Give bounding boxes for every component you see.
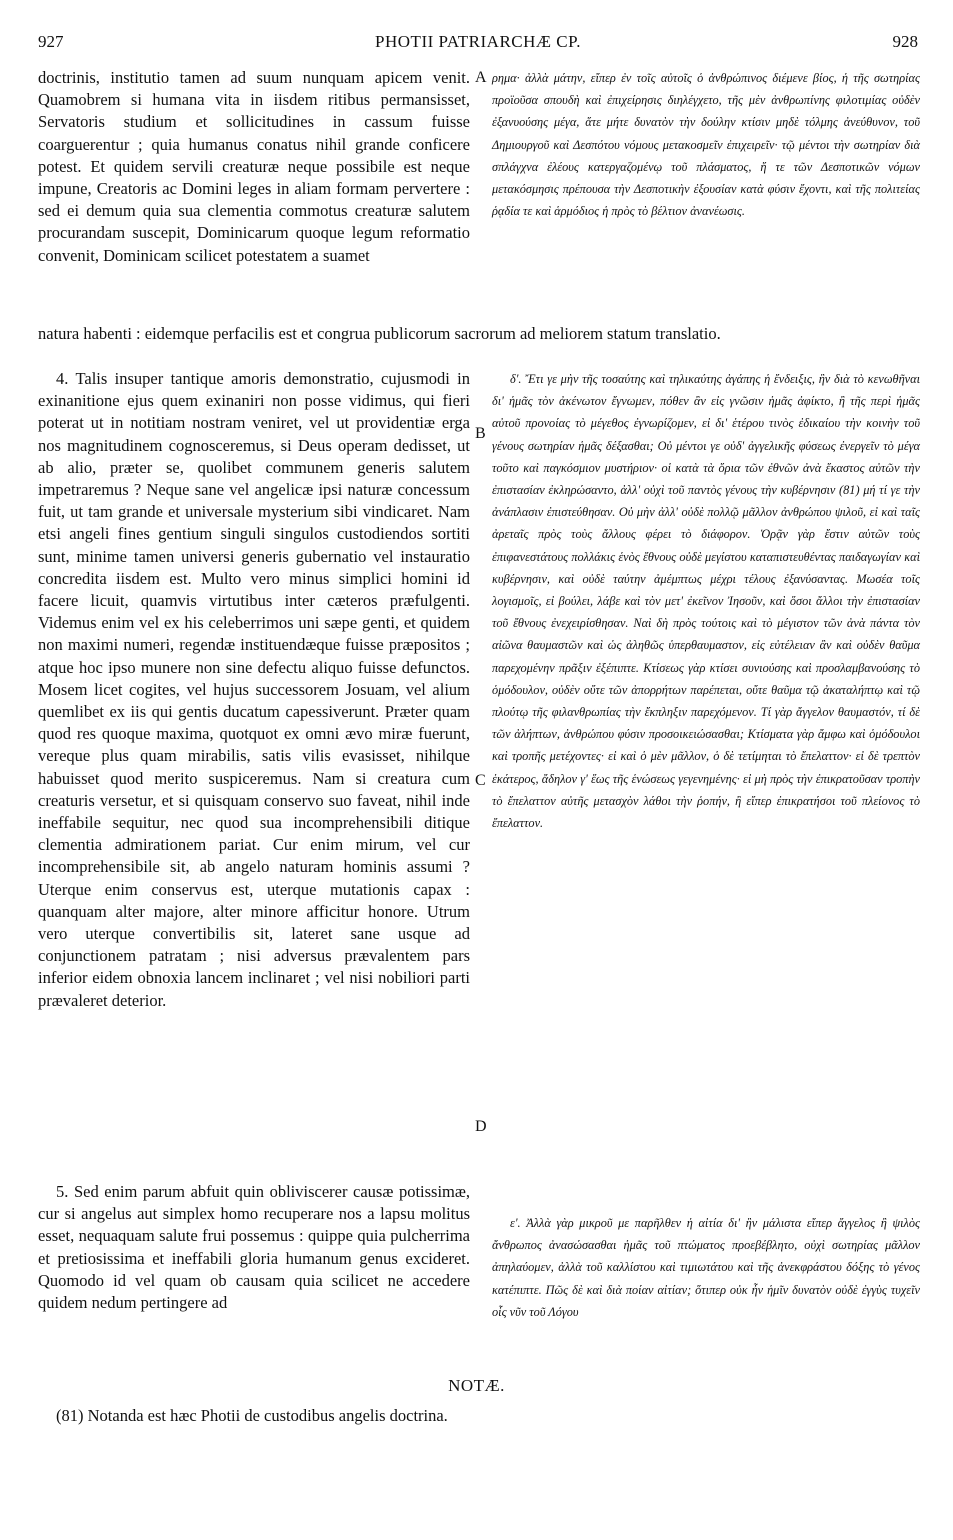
- latin-text-block-1: doctrinis, institutio tamen ad suum nunquam apicem venit. Quamobrem si humana vita in iisdem ritibus permansisset, Servatoris studium et sollicitudines in cassum fuisse coarguerentur ; quia humanus conatus nihil grande conficere potest. Et quidem servili creaturæ neque possibile est neque impune, Creatoris ac Domini leges in aliam formam pervertere : sed ei demum quia sua clementia commotus creaturæ salutem procurandam suscepit, Dominicarum quoque legum reformatio convenit, Dominicam scilicet potestatem a suamet: [38, 68, 470, 265]
- greek-column-bottom: [492, 1212, 920, 1323]
- latin-full-width-text: natura habenti : eidemque perfacilis est et congrua publicorum sacrorum ad meliorem statum translatio.: [38, 324, 721, 343]
- latin-paragraph-4: 4. Talis insuper tantique amoris demonstratio, cujusmodi in exinanitione ejus quem exinaniri non posse vidimus, qui fieri poterat ut in notitiam nostram veniret, vel ut providentiæ erga nos magnitudinem cognosceremus, si Deus operam dedisset, ut ab alio, præter se, quolibet communem generis salutem impetraremus ? Neque sane vel angelicæ ipsi naturæ concessum fuit, ut tam grande et universale mysterium sibi vindicaret. Nam etsi angeli fines gentium singuli singulos custodiendos sortiti sunt, minime tamen universi generis gubernatio vel instauratio concredita iisdem est. Multo vero minus simplici homini id facere licuit, quamvis virtutibus inter cæteros præfulgenti. Videmus enim vel ex his celeberrimos uni sæpe genti, et quidem non maximi numeri, regendæ instituendæque fuisse præpositos ; atque hoc ipso munere non sine defectu aliquo fuisse defunctos. Mosem licet cogites, vel hujus successorem Josuam, vel alium quemlibet ex iis qui gentis ducatum capessiverunt. Præter quam quod res quoque maxima, quotquot ex omni ævo miræ fuerunt, vereque plus quam mirabilis, satis vilis evasisset, nihilque habuisset quod merito suspiceremus. Nam si creatura cum creaturis versetur, et si quisquam conservo suo faveat, nihil inde ineffabile sequitur, nec quod sua incomprehensibili ditique clementia admirationem pariat. Cur enim mirum, vel cur incomprehensibile sit, ab angelo naturam hominis assumi ? Uterque enim conservus est, uterque mutationis capax : quanquam alter majore, alter minore afficitur honore. Utrum vero uterque convertibilis sit, lateret sane usque ad conjunctionem patratam ; nisi adversus prævalentem pars inferior eidem obnoxia lancem inclinaret ; vel nisi nobiliori parti prævaleret deterior.: [38, 369, 470, 1010]
- margin-letter-b: B: [475, 425, 486, 442]
- latin-column-middle: [38, 368, 470, 1012]
- greek-paragraph-5: εʹ. Ἀλλὰ γὰρ μικροῦ με παρῆλθεν ἡ αἰτία δι' ἣν μάλιστα εἴπερ ἄγγελος ἢ ψιλὸς ἄνθρωπος ἀνασώσασθαι ἡμᾶς τοῦ πτώματος προεβέβλητο, οὐχὶ σωτηρίας μᾶλλον ἀπηλαύομεν, ἀλλὰ τοῦ καλλίστου καὶ τιμιωτάτου καὶ τῆς ἀνεκφράστου δόξης τὸ γένος κατέπιπτε. Πῶς δὲ καὶ διὰ ποίαν αἰτίαν; ὅτιπερ οὐκ ἦν ἡμῖν δυνατὸν οὐδὲ ἐγγὺς τυχεῖν οἷς νῦν τοῦ Λόγου: [492, 1216, 920, 1319]
- page-number-left: 927: [38, 32, 64, 51]
- running-header: [38, 32, 918, 58]
- full-width-line: [38, 323, 918, 345]
- greek-paragraph-4: δʹ. Ἔτι γε μὴν τῆς τοσαύτης καὶ τηλικαύτης ἀγάπης ἡ ἔνδειξις, ἣν διὰ τὸ κενωθῆναι δι' ἡμᾶς τὸν ἀκένωτον ἔγνωμεν, πόθεν ἂν εἰς γνῶσιν ἡμᾶς ἀφίκτο, ἢ τῆς περὶ ἡμᾶς αὐτοῦ προνοίας τὸ μέγεθος ἐγνωρίζομεν, εἰ δι' ἑτέρου τινὸς ἐδικαίου τὴν κοινὴν τοῦ γένους σωτηρίαν ἡμᾶς δέξασθαι; Οὐ μέντοι γε οὐδ' ἀγγελικῆς φύσεως ἐνεργεῖν τὸ μέγα τοῦτο καὶ παγκόσμιον μυστήριον· οἱ κατὰ τὰ ὅρια τῶν ἐθνῶν ἀνὰ ἕκαστος αὐτῶν τὴν ἐπιστασίαν ἐκληρώσαντο, ἀλλ' οὐχὶ τοῦ παντὸς γένους τὴν κυβέρνησιν (81) μή τί γε τὴν ἀνάπλασιν ἐπιστεύθησαν. Οὐ μὴν ἀλλ' οὐδὲ πολλῷ μᾶλλον ἀνθρώπου ψιλοῦ, εἰ καὶ ταῖς ἀρεταῖς πρὸς τοὺς ἄλλους φέρει τὸ διάφορον. Ὁρᾷν γὰρ ἔστιν αὐτῶν τοὺς ἐπιφανεστάτους πολλάκις ἑνὸς ἔθνους οὐδὲ μεγίστου καταπιστευθέντας παιδαγωγίαν καὶ κυβέρνησιν, καὶ οὐδὲ ταύτην ἀμέμπτως μέχρι τέλους ἐξανύσαντας. Μωσέα τοῖς λογισμοῖς, εἰ βούλει, λάβε καὶ τὸν μετ' ἐκεῖνον Ἰησοῦν, καὶ ὅσοι ἄλλοι τὴν ἐπιστασίαν τοῦ ἔθνους ἐνεχειρίσθησαν. Ναὶ δὴ πρὸς τούτοις καὶ τὸ μέγιστον τῶν ἀνὰ πάντα τὸν αἰῶνα θαυμαστῶν καὶ ὡς ἀληθῶς ὑπερθαυμαστον, εἰς εὐτέλειαν ἂν καὶ οὐδὲν θαῦμα παρεχομένην πρᾶξιν ἐξέπιπτε. Κτίσεως γὰρ κτίσει συνιούσης καὶ προσλαμβανούσης τὸ ὁμόδουλον, οὐδὲν οὔτε τῶν ἀπορρήτων παρέπεται, οὔτε θαῦμα τῷ ἀκαταλήπτῳ καὶ τῷ πλούτῳ τῆς φιλανθρωπίας τὴν ἔκπληξιν παρεχόμενον. Τί γὰρ ἄγγελον θαυμαστόν, τί δὲ τῶν ἀλήπτων, ἀνθρώπου φύσιν προσοικειώσασθαι; Κτίσματα γὰρ ἄμφω καὶ ὁμόδουλοι καὶ τροπῆς μετέχοντες· εἰ καὶ ὁ μὲν μᾶλλον, ὁ δὲ τετίμηται τὸ ἔπελαττον· εἰ δὲ τρεπτὸν ἑκάτερος, ἄδηλον γ' ἕως τῆς ἑνώσεως γεγενημένης· εἰ μὴ πρὸς τὴν ἐπικρατοῦσαν τροπὴν τὸ ἔπελαττον αὐτῆς μετασχὸν λάθοι τὴν ῥοπήν, ἢ εἴπερ ἐπικρατήσοι τοῦ πλείονος τὸ ἔπελαττον.: [492, 372, 920, 831]
- latin-paragraph-5: 5. Sed enim parum abfuit quin obliviscerer causæ potissimæ, cur si angelus aut simplex homo recuperare nos a lapsu molitus esset, nequaquam salute frui possemus : quippe quia pulcherrima et pretiosissima et ineffabili gloria humanum genus excideret. Quomodo id vel quam ob causam quia scilicet ne accedere quidem nedum pertingere ad: [38, 1182, 470, 1313]
- latin-column-top: [38, 67, 470, 267]
- greek-column-top: [492, 67, 920, 222]
- margin-letter-c: C: [475, 772, 486, 789]
- margin-letter-d: D: [475, 1118, 487, 1135]
- running-title: PHOTII PATRIARCHÆ CP.: [375, 32, 581, 51]
- page-number-right: 928: [892, 32, 918, 51]
- greek-column-middle: [492, 368, 920, 834]
- notes-heading: NOTÆ.: [448, 1376, 505, 1395]
- latin-column-bottom: [38, 1181, 470, 1314]
- margin-letter-a: A: [475, 69, 487, 86]
- greek-text-block-1: ρημα· ἀλλὰ μάτην, εἴπερ ἐν τοῖς αὐτοῖς ὁ ἀνθρώπινος διέμενε βίος, ἡ τῆς σωτηρίας προϊοῦσα σπουδὴ καὶ ἐπιχείρησις διηλέγχετο, τῆς μὲν ἀνθρωπίνης φιλοτιμίας οὐδὲν ἐξανυούσης μέγα, ἅτε μήτε δυνατὸν τὴν δούλην κτίσιν μηδὲ τόλμης ἀνεύθυνον, τοῦ Δημιουργοῦ καὶ Δεσπότου νόμους μετακοσμεῖν ἐπιχειρεῖν· τῷ μέντοι τὴν σωτηρίαν διὰ σπλάγχνα ἐλέους κατεργαζομένῳ τοῦ πλάσματος, ἥ τε τῶν Δεσποτικῶν νόμων μετακόσμησις πρέπουσα τὴν Δεσποτικὴν ἐξουσίαν κατὰ φύσιν ἔχοντι, καὶ τῆς πολιτείας ῥᾳδία τε καὶ ἁρμόδιος ἡ πρὸς τὸ βέλτιον ἀνανέωσις.: [492, 71, 920, 219]
- footnote-81: (81) Notanda est hæc Photii de custodibus angelis doctrina.: [56, 1406, 448, 1425]
